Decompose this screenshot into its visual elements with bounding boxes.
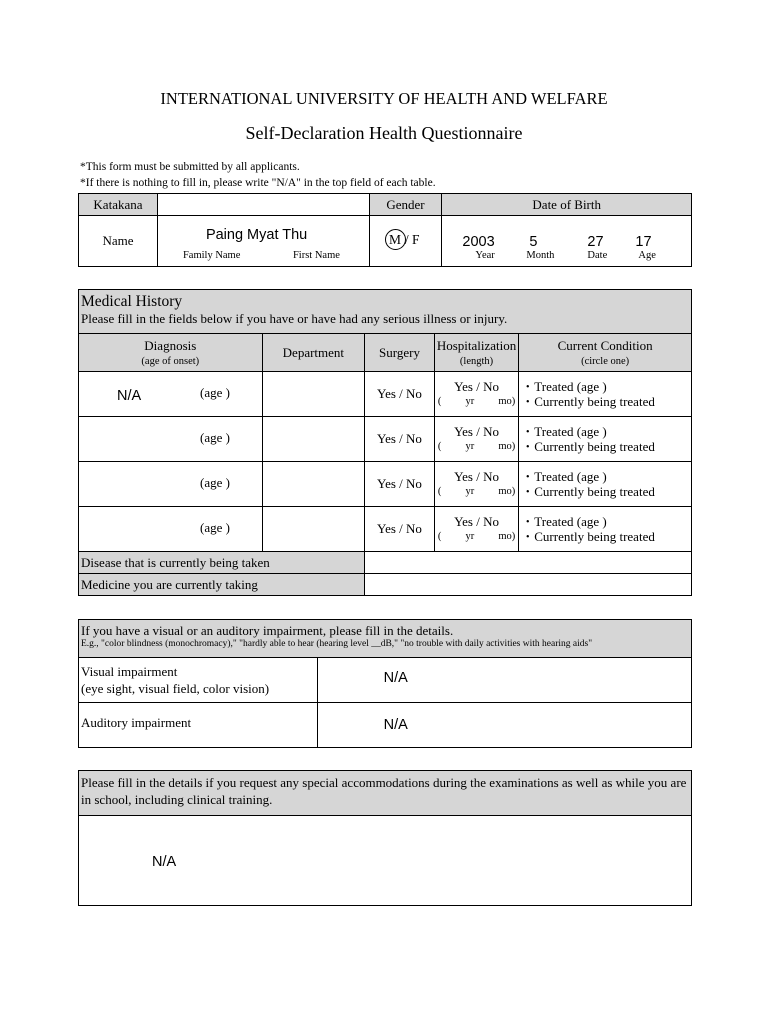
diagnosis-value: N/A [117, 388, 142, 404]
dob-label: Date of Birth [442, 194, 692, 216]
form-title: Self-Declaration Health Questionnaire [245, 123, 523, 143]
hospitalization-cell[interactable] [434, 417, 518, 462]
col-hospitalization [434, 334, 518, 372]
department-cell[interactable] [262, 507, 365, 552]
surgery-cell[interactable]: Yes / No [365, 462, 435, 507]
treated-option: ・Treated (age ) [521, 424, 607, 439]
hosp-mo: mo) [498, 396, 516, 407]
medicine-label: Medicine you are currently taking [79, 574, 365, 596]
medical-history-instruction: Please fill in the fields below if you have or have had any serious illness or injury. [81, 311, 508, 326]
accommodations-value: N/A [152, 854, 177, 870]
col-surgery: Surgery [365, 334, 435, 372]
hosp-yr: yr [465, 441, 475, 452]
onset-age: (age ) [200, 385, 230, 400]
hosp-paren: ( [437, 486, 442, 497]
department-cell[interactable] [262, 417, 365, 462]
gender-field[interactable] [369, 216, 442, 267]
visual-impairment-value: N/A [383, 670, 408, 686]
accommodations-field[interactable] [79, 816, 692, 906]
department-cell[interactable] [262, 462, 365, 507]
gender-f: / F [404, 232, 420, 247]
hosp-mo: mo) [498, 441, 516, 452]
dob-date-value: 27 [587, 234, 604, 250]
hosp-paren: ( [437, 441, 442, 452]
surgery-cell[interactable]: Yes / No [365, 372, 435, 417]
note-na: *If there is nothing to fill in, please write "N/A" in the top field of each table. [80, 177, 436, 189]
impairment-title: If you have a visual or an auditory impairment, please fill in the details. [81, 623, 454, 638]
note-submission: *This form must be submitted by all applicants. [80, 161, 300, 173]
age-label: Age [638, 250, 656, 261]
col-hospitalization-label: Hospitalization [436, 338, 517, 354]
family-name-label: Family Name [182, 250, 241, 261]
diagnosis-cell[interactable] [79, 417, 263, 462]
current-option: ・Currently being treated [521, 484, 655, 499]
onset-age: (age ) [200, 430, 230, 445]
hosp-yr: yr [465, 486, 475, 497]
university-name: INTERNATIONAL UNIVERSITY OF HEALTH AND WELFARE [160, 89, 608, 108]
medicine-field[interactable] [365, 574, 692, 596]
month-label: Month [526, 250, 555, 261]
visual-label: Visual impairment [81, 664, 178, 679]
col-department: Department [262, 334, 365, 372]
col-hospitalization-sub: (length) [459, 355, 494, 367]
col-diagnosis [79, 334, 263, 372]
condition-cell[interactable] [519, 417, 692, 462]
col-condition-label: Current Condition [557, 338, 653, 354]
current-option: ・Currently being treated [521, 439, 655, 454]
hospitalization-yes-no: Yes / No [454, 379, 499, 394]
diagnosis-cell[interactable] [79, 372, 263, 417]
year-label: Year [475, 250, 495, 261]
name-label: Name [79, 216, 158, 267]
dob-month-value: 5 [529, 234, 538, 250]
hosp-paren: ( [437, 531, 442, 542]
medical-history-title: Medical History [81, 293, 183, 310]
impairment-example: E.g., "color blindness (monochromacy)," "hardly able to hear (hearing level __dB," "no trouble with daily activities with hearing aids" [81, 639, 593, 649]
condition-cell[interactable] [519, 507, 692, 552]
treated-option: ・Treated (age ) [521, 469, 607, 484]
personal-info-table [78, 193, 692, 267]
current-option: ・Currently being treated [521, 529, 655, 544]
onset-age: (age ) [200, 475, 230, 490]
hospitalization-cell[interactable] [434, 372, 518, 417]
auditory-impairment-label: Auditory impairment [79, 703, 318, 748]
date-label: Date [587, 250, 608, 261]
visual-impairment-label [79, 658, 318, 703]
table-row [79, 417, 692, 462]
hospitalization-cell[interactable] [434, 462, 518, 507]
department-cell[interactable] [262, 372, 365, 417]
katakana-label: Katakana [79, 194, 158, 216]
table-row [79, 462, 692, 507]
accommodations-instruction: Please fill in the details if you request any special accommodations during the examinations as well as while you are in school, including clinical training. [79, 771, 692, 816]
gender-label: Gender [369, 194, 442, 216]
diagnosis-cell[interactable] [79, 507, 263, 552]
visual-sub: (eye sight, visual field, color vision) [81, 681, 270, 696]
table-row [79, 372, 692, 417]
gender-m-circled: M [385, 229, 406, 250]
visual-impairment-field[interactable] [317, 658, 691, 703]
dob-year-value: 2003 [462, 234, 495, 250]
auditory-impairment-field[interactable] [317, 703, 691, 748]
hosp-mo: mo) [498, 531, 516, 542]
name-field[interactable] [157, 216, 369, 267]
impairment-table [78, 619, 692, 748]
col-condition [519, 334, 692, 372]
col-condition-sub: (circle one) [581, 355, 630, 367]
katakana-field[interactable] [157, 194, 369, 216]
hospitalization-yes-no: Yes / No [454, 514, 499, 529]
auditory-impairment-value: N/A [383, 717, 408, 733]
age-value: 17 [635, 234, 652, 250]
diagnosis-cell[interactable] [79, 462, 263, 507]
treated-option: ・Treated (age ) [521, 514, 607, 529]
dob-field[interactable] [442, 216, 692, 267]
first-name-label: First Name [292, 250, 340, 261]
surgery-cell[interactable]: Yes / No [365, 507, 435, 552]
treated-option: ・Treated (age ) [521, 379, 607, 394]
medical-history-table [78, 289, 692, 596]
onset-age: (age ) [200, 520, 230, 535]
condition-cell[interactable] [519, 372, 692, 417]
hosp-yr: yr [465, 396, 475, 407]
surgery-cell[interactable]: Yes / No [365, 417, 435, 462]
disease-label: Disease that is currently being taken [79, 552, 365, 574]
hosp-mo: mo) [498, 486, 516, 497]
table-row [79, 507, 692, 552]
condition-cell[interactable] [519, 462, 692, 507]
hosp-yr: yr [465, 531, 475, 542]
col-diagnosis-sub: (age of onset) [141, 355, 200, 367]
name-value: Paing Myat Thu [205, 227, 308, 243]
accommodations-table [78, 770, 692, 906]
col-diagnosis-label: Diagnosis [144, 338, 197, 354]
hospitalization-yes-no: Yes / No [454, 469, 499, 484]
disease-field[interactable] [365, 552, 692, 574]
hosp-paren: ( [437, 396, 442, 407]
current-option: ・Currently being treated [521, 394, 655, 409]
hospitalization-yes-no: Yes / No [454, 424, 499, 439]
hospitalization-cell[interactable] [434, 507, 518, 552]
